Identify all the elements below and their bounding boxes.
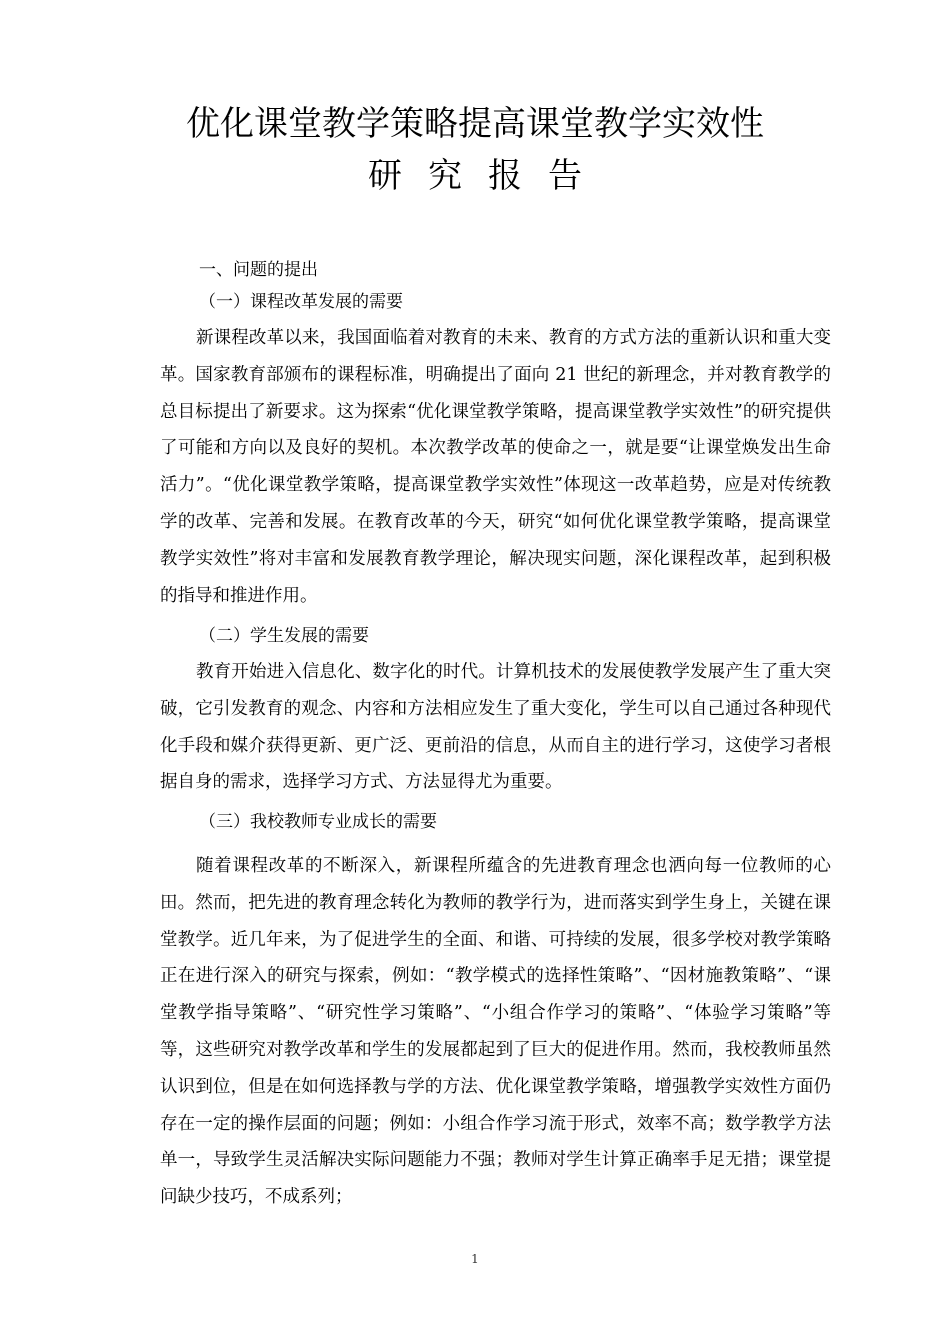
section-heading-problem: 一、问题的提出 [199, 260, 318, 280]
paragraph-student-development: 教育开始进入信息化、数字化的时代。计算机技术的发展使教学发展产生了重大突破，它引发教育的观念、内容和方法相应发生了重大变化，学生可以自己通过各种现代化手段和媒介获得更新、更广泛、更前沿的信息，从而自主的进行学习，这使学习者根据自身的需求，选择学习方式、方法显得尤为重要。 [160, 662, 831, 793]
paragraph-curriculum-reform: 新课程改革以来，我国面临着对教育的未来、教育的方式方法的重新认识和重大变革。国家教育部颁布的课程标准，明确提出了面向 21 世纪的新理念，并对教育教学的总目标提出了新要求。这为探索“优化课堂教学策略，提高课堂教学实效性”的研究提供了可能和方向以及良好的契机。本次教学改革的使命之一，就是要“让课堂焕发出生命活力”。“优化课堂教学策略，提高课堂教学实效性”体现这一改革趋势，应是对传统教学的改革、完善和发展。在教育改革的今天，研究“如何优化课堂教学策略，提高课堂教学实效性”将对丰富和发展教育教学理论，解决现实问题，深化课程改革，起到积极的指导和推进作用。 [160, 328, 831, 606]
page-number: 1 [471, 1252, 479, 1266]
paragraph-teacher-growth: 随着课程改革的不断深入，新课程所蕴含的先进教育理念也洒向每一位教师的心田。然而，把先进的教育理念转化为教师的教学行为，进而落实到学生身上，关键在课堂教学。近几年来，为了促进学生的全面、和谐、可持续的发展，很多学校对教学策略正在进行深入的研究与探索，例如：“教学模式的选择性策略”、“因材施教策略”、“课堂教学指导策略”、“研究性学习策略”、“小组合作学习的策略”、“体验学习策略”等等，这些研究对教学改革和学生的发展都起到了巨大的促进作用。然而，我校教师虽然认识到位，但是在如何选择教与学的方法、优化课堂教学策略，增强教学实效性方面仍存在一定的操作层面的问题；例如：小组合作学习流于形式，效率不高；数学教学方法单一，导致学生灵活解决实际问题能力不强；教师对学生计算正确率手足无措；课堂提问缺少技巧，不成系列； [160, 856, 831, 1208]
subsection-heading-1: （一）课程改革发展的需要 [199, 292, 403, 312]
subsection-heading-2: （二）学生发展的需要 [199, 626, 369, 646]
document-subtitle: 研究报告 [368, 156, 608, 196]
subsection-heading-3: （三）我校教师专业成长的需要 [199, 812, 437, 832]
document-title: 优化课堂教学策略提高课堂教学实效性 [186, 104, 764, 144]
